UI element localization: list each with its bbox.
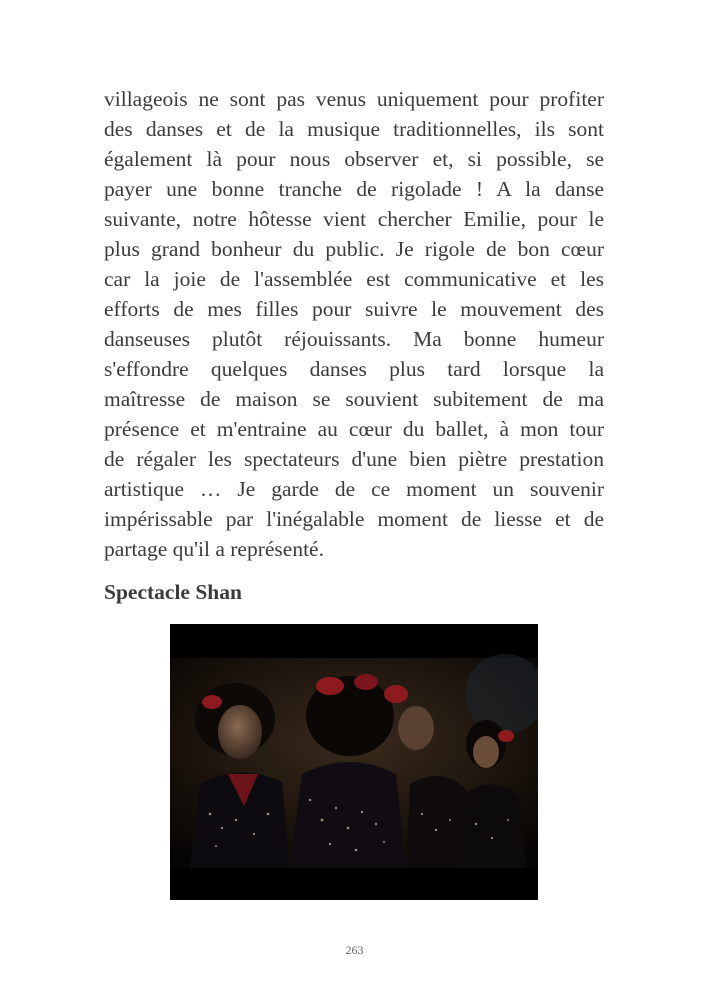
paragraph-line: maîtresse de maison se souvient subitement de ma <box>104 387 604 411</box>
paragraph-line: des danses et de la musique traditionnelles, ils sont <box>104 117 604 141</box>
paragraph-line: présence et m'entraine au cœur du ballet, à mon tour <box>104 417 604 441</box>
paragraph-line: également là pour nous observer et, si possible, se <box>104 147 604 171</box>
section-heading: Spectacle Shan <box>104 580 242 604</box>
paragraph-line: plus grand bonheur du public. Je rigole de bon cœur <box>104 237 604 261</box>
dance-photo <box>170 624 538 900</box>
paragraph-line: villageois ne sont pas venus uniquement pour profiter <box>104 87 604 111</box>
dance-photo-illustration <box>170 624 538 900</box>
paragraph-line: payer une bonne tranche de rigolade ! A la danse <box>104 177 604 201</box>
paragraph-line: de régaler les spectateurs d'une bien piètre prestation <box>104 447 604 471</box>
body-paragraph <box>104 84 604 564</box>
paragraph-line: s'effondre quelques danses plus tard lorsque la <box>104 357 604 381</box>
paragraph-line: impérissable par l'inégalable moment de liesse et de <box>104 507 604 531</box>
page-number: 263 <box>345 943 364 957</box>
paragraph-line: car la joie de l'assemblée est communicative et les <box>104 267 604 291</box>
paragraph-line: suivante, notre hôtesse vient chercher Emilie, pour le <box>104 207 604 231</box>
paragraph-line: efforts de mes filles pour suivre le mouvement des <box>104 297 604 321</box>
paragraph-line: danseuses plutôt réjouissants. Ma bonne humeur <box>104 327 604 351</box>
paragraph-line: partage qu'il a représenté. <box>104 537 324 561</box>
paragraph-line: artistique … Je garde de ce moment un souvenir <box>104 477 604 501</box>
